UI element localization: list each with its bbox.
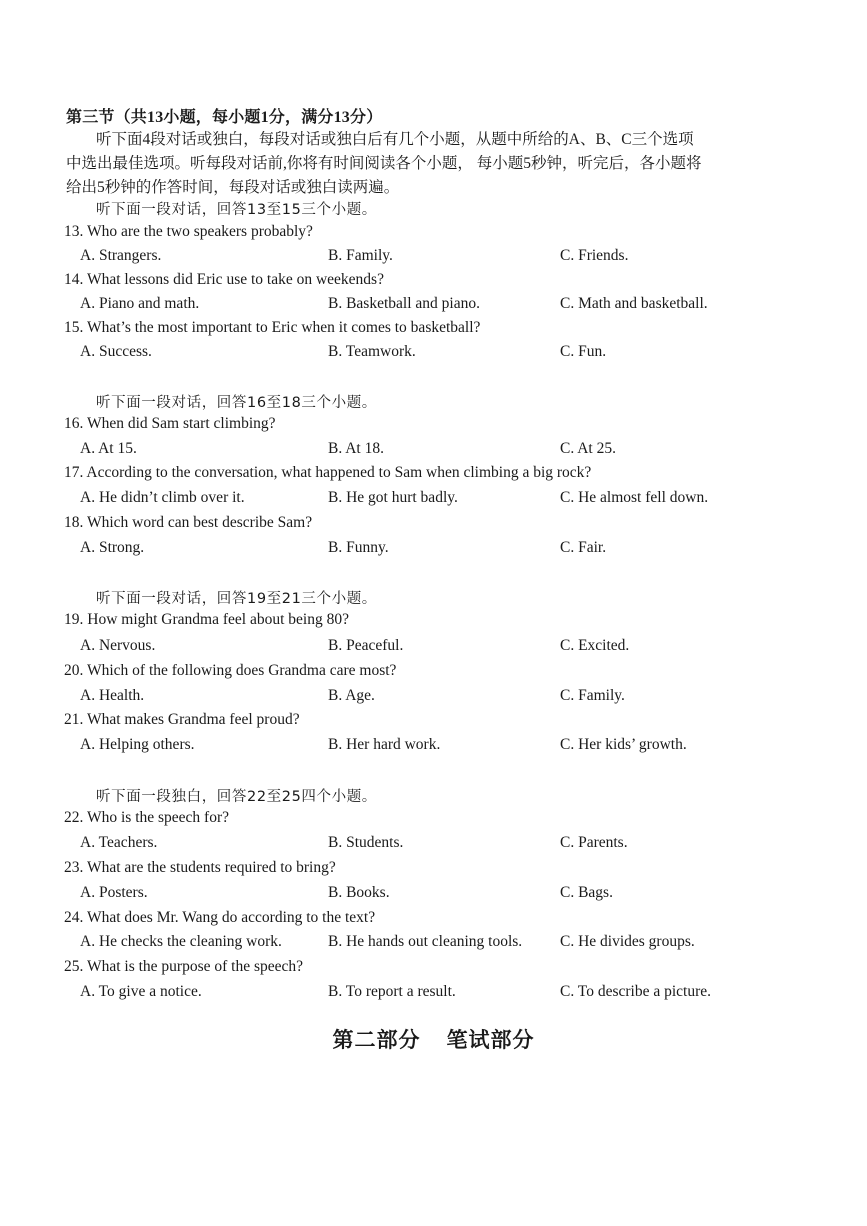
option-b: B. He got hurt badly.: [328, 489, 458, 506]
section-instructions: [66, 128, 762, 200]
option-a: A. Nervous.: [80, 637, 156, 654]
option-b: B. Funny.: [328, 539, 389, 556]
option-a: A. Health.: [80, 687, 145, 704]
question-stem: 24. What does Mr. Wang do according to the text?: [64, 909, 376, 926]
option-c: C. He divides groups.: [560, 933, 695, 950]
option-c: C. Bags.: [560, 884, 613, 901]
option-b: B. He hands out cleaning tools.: [328, 933, 523, 950]
option-b: B. Basketball and piano.: [328, 295, 480, 312]
option-c: C. Fun.: [560, 343, 607, 360]
group-heading: 听下面一段对话，回答13至15三个小题。: [96, 202, 377, 218]
option-b: B. Students.: [328, 834, 404, 851]
part-name: 笔试部分: [446, 1028, 535, 1052]
option-c: C. He almost fell down.: [560, 489, 709, 506]
option-c: C. Her kids’ growth.: [560, 736, 687, 753]
question-stem: 18. Which word can best describe Sam?: [64, 514, 313, 531]
option-a: A. He checks the cleaning work.: [80, 933, 282, 950]
option-c: C. Parents.: [560, 834, 628, 851]
question-stem: 15. What’s the most important to Eric when it comes to basketball?: [64, 319, 481, 336]
instruction-line: 中选出最佳选项。听每段对话前,你将有时间阅读各个小题， 每小题5秒钟，听完后，各小题将: [66, 155, 702, 172]
option-c: C. Family.: [560, 687, 625, 704]
question-stem: 20. Which of the following does Grandma care most?: [64, 662, 397, 679]
question-stem: 25. What is the purpose of the speech?: [64, 958, 304, 975]
option-b: B. Teamwork.: [328, 343, 416, 360]
option-a: A. Piano and math.: [80, 295, 200, 312]
option-c: C. To describe a picture.: [560, 983, 711, 1000]
question-stem: 16. When did Sam start climbing?: [64, 415, 276, 432]
option-a: A. Helping others.: [80, 736, 195, 753]
option-b: B. Books.: [328, 884, 390, 901]
question-stem: 14. What lessons did Eric use to take on weekends?: [64, 271, 384, 288]
option-a: A. Posters.: [80, 884, 148, 901]
section-title: 第三节（共13小题，每小题1分，满分13分）: [66, 109, 383, 126]
part-number: 第二部分: [332, 1028, 421, 1052]
option-a: A. He didn’t climb over it.: [80, 489, 245, 506]
option-c: C. Math and basketball.: [560, 295, 708, 312]
group-heading: 听下面一段对话，回答19至21三个小题。: [96, 591, 377, 607]
instruction-line: 听下面4段对话或独白，每段对话或独白后有几个小题，从题中所给的A、B、C三个选项: [96, 131, 694, 148]
question-stem: 17. According to the conversation, what happened to Sam when climbing a big rock?: [64, 464, 592, 481]
option-c: C. Friends.: [560, 247, 629, 264]
part-title: [0, 1024, 867, 1054]
group-heading: 听下面一段独白，回答22至25四个小题。: [96, 789, 377, 805]
option-c: C. At 25.: [560, 440, 616, 457]
option-b: B. To report a result.: [328, 983, 456, 1000]
question-stem: 22. Who is the speech for?: [64, 809, 229, 826]
option-b: B. At 18.: [328, 440, 384, 457]
option-b: B. Her hard work.: [328, 736, 441, 753]
group-heading: 听下面一段对话，回答16至18三个小题。: [96, 395, 377, 411]
question-stem: 13. Who are the two speakers probably?: [64, 223, 313, 240]
option-b: B. Peaceful.: [328, 637, 404, 654]
option-a: A. Success.: [80, 343, 152, 360]
option-a: A. Strangers.: [80, 247, 162, 264]
question-stem: 19. How might Grandma feel about being 80?: [64, 611, 349, 628]
question-stem: 21. What makes Grandma feel proud?: [64, 711, 300, 728]
question-stem: 23. What are the students required to bring?: [64, 859, 336, 876]
option-c: C. Excited.: [560, 637, 630, 654]
option-b: B. Age.: [328, 687, 375, 704]
option-a: A. Teachers.: [80, 834, 158, 851]
option-c: C. Fair.: [560, 539, 607, 556]
option-a: A. To give a notice.: [80, 983, 202, 1000]
option-b: B. Family.: [328, 247, 393, 264]
instruction-line: 给出5秒钟的作答时间，每段对话或独白读两遍。: [66, 179, 400, 196]
option-a: A. Strong.: [80, 539, 145, 556]
option-a: A. At 15.: [80, 440, 137, 457]
